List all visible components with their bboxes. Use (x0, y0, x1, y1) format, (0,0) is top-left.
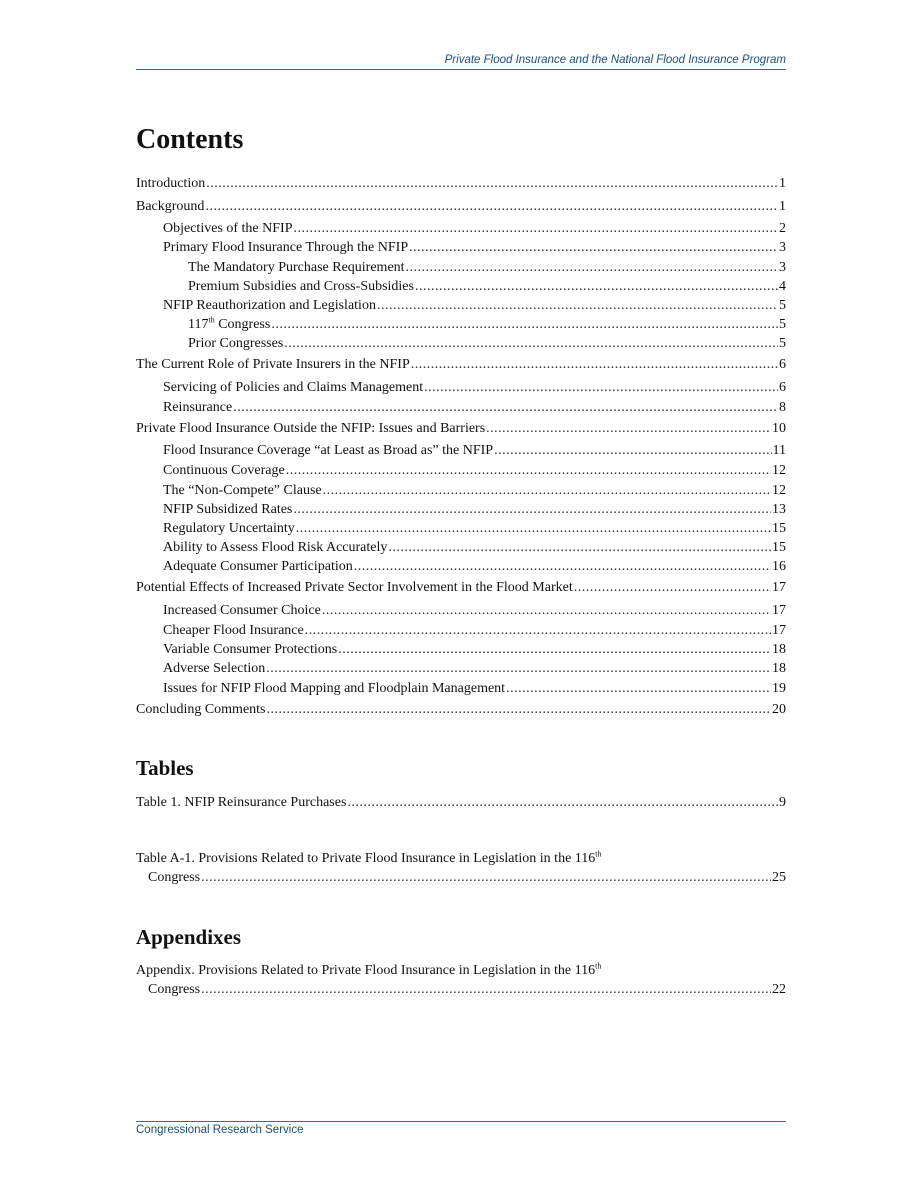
toc-entry-page: 6 (779, 380, 786, 395)
toc-entry-page: 13 (772, 502, 786, 517)
toc-entry-page: 18 (772, 642, 786, 657)
toc-entry[interactable] (136, 538, 786, 557)
toc-entry-title-text: The Current Role of Private Insurers in the NFIP (136, 357, 410, 372)
toc-entry[interactable] (136, 315, 786, 334)
toc-entry-title-text: Objectives of the NFIP (163, 221, 293, 236)
toc-entry-title (188, 258, 405, 277)
toc-entry[interactable] (136, 419, 786, 438)
toc-entry-page: 17 (772, 623, 786, 638)
toc-entry-title (136, 578, 573, 597)
dot-leader (296, 519, 771, 538)
toc-entry-title (163, 601, 321, 620)
toc-entry-title-text: Potential Effects of Increased Private Sector Involvement in the Flood Market (136, 580, 573, 595)
toc-entry-page: 12 (772, 463, 786, 478)
toc-entry[interactable] (136, 679, 786, 698)
dot-leader (205, 197, 778, 216)
toc-entry-title (163, 398, 232, 417)
toc-entry-page: 17 (772, 580, 786, 595)
toc-entry-page: 3 (779, 240, 786, 255)
running-footer: Congressional Research Service (136, 1124, 304, 1136)
dot-leader (293, 500, 771, 519)
dot-leader (271, 315, 778, 334)
toc-entry-title-text: Congress (214, 317, 271, 332)
toc-entry-page: 2 (779, 221, 786, 236)
dot-leader (574, 578, 771, 597)
toc-entry[interactable] (136, 174, 786, 193)
toc-entry-page: 5 (779, 336, 786, 351)
dot-leader (267, 700, 772, 719)
toc-entry-title-text: Introduction (136, 176, 206, 191)
toc-entry-title: Table 1. NFIP Reinsurance Purchases (136, 795, 347, 810)
toc-entry-page: 20 (772, 702, 786, 717)
dot-leader (377, 296, 778, 315)
toc-entry-title-text: Issues for NFIP Flood Mapping and Floodplain Management (163, 681, 506, 696)
toc-entry-page: 17 (772, 603, 786, 618)
dot-leader (506, 679, 771, 698)
toc-entry-title-text: Primary Flood Insurance Through the NFIP (163, 240, 409, 255)
dot-leader (409, 238, 778, 257)
toc-entry-page: 22 (772, 982, 786, 997)
toc-entry-page: 1 (779, 199, 786, 214)
dot-leader (323, 481, 771, 500)
toc-entry-title (188, 315, 270, 334)
toc-entry[interactable] (136, 197, 786, 216)
dot-leader (233, 398, 778, 417)
toc-entry-title (163, 500, 292, 519)
dot-leader (406, 258, 778, 277)
toc-entry-title-text: Flood Insurance Coverage “at Least as Broad as” the NFIP (163, 443, 494, 458)
toc-entry[interactable] (136, 296, 786, 315)
toc-entry[interactable] (136, 519, 786, 538)
toc-entry[interactable] (136, 378, 786, 397)
toc-entry-title (136, 174, 205, 193)
dot-leader (206, 174, 778, 193)
appendixes-heading: Appendixes (136, 925, 242, 949)
toc-entry-page: 11 (772, 443, 786, 458)
dot-leader (415, 277, 778, 296)
toc-entry-title-text: 117 (188, 317, 209, 332)
toc-entry-title-text: Cheaper Flood Insurance (163, 623, 304, 638)
superscript: th (208, 315, 215, 325)
toc-entry-title-text: Prior Congresses (188, 336, 284, 351)
toc-entry-page: 4 (779, 279, 786, 294)
dot-leader (293, 219, 778, 238)
toc-entry[interactable] (136, 578, 786, 597)
dot-leader (424, 378, 778, 397)
toc-entry-page: 6 (779, 357, 786, 372)
toc-entry-title (136, 197, 204, 216)
toc-entry-title-text: Servicing of Policies and Claims Management (163, 380, 424, 395)
toc-entry-page: 5 (779, 317, 786, 332)
dot-leader (201, 868, 771, 887)
toc-entry-title (136, 355, 410, 374)
toc-entry[interactable] (136, 500, 786, 519)
toc-entry-title-text: Adverse Selection (163, 661, 266, 676)
toc-entry-title-continued: Congress (148, 870, 201, 885)
toc-entry-title (163, 538, 387, 557)
toc-entry-title-text: Continuous Coverage (163, 463, 285, 478)
toc-entry-title-text: The Mandatory Purchase Requirement (188, 260, 405, 275)
dot-leader (338, 640, 771, 659)
dot-leader (266, 659, 771, 678)
toc-entry[interactable] (136, 557, 786, 576)
toc-entry-title-text: Background (136, 199, 205, 214)
toc-entry-page: 25 (772, 870, 786, 885)
dot-leader (411, 355, 778, 374)
toc-entry-title-text: Premium Subsidies and Cross-Subsidies (188, 279, 414, 294)
toc-entry-title-text: Increased Consumer Choice (163, 603, 321, 618)
header-rule (136, 69, 786, 70)
toc-entry-page: 18 (772, 661, 786, 676)
toc-entry-title-text: Regulatory Uncertainty (163, 521, 295, 536)
toc-entry-title (163, 659, 265, 678)
toc-entry[interactable] (136, 398, 786, 417)
toc-entry-title-text: Reinsurance (163, 400, 233, 415)
superscript: th (595, 849, 602, 859)
toc-entry-page: 12 (772, 483, 786, 498)
toc-entry-title (163, 238, 408, 257)
toc-entry-title-text: The “Non-Compete” Clause (163, 483, 322, 498)
toc-entry-title (163, 679, 505, 698)
dot-leader (305, 621, 771, 640)
toc-entry[interactable] (136, 277, 786, 296)
toc-entry-title (163, 378, 423, 397)
toc-entry-appendix[interactable] (136, 961, 786, 999)
toc-entry-title (163, 441, 493, 460)
toc-entry[interactable] (136, 640, 786, 659)
toc-entry-page: 1 (779, 176, 786, 191)
dot-leader (486, 419, 771, 438)
toc-entry-page: 9 (779, 795, 786, 810)
toc-entry-title (163, 461, 285, 480)
toc-entry[interactable] (136, 258, 786, 277)
toc-entry-title-text: Ability to Assess Flood Risk Accurately (163, 540, 388, 555)
toc-entry-title (163, 519, 295, 538)
toc-entry-page: 8 (779, 400, 786, 415)
toc-entry-page: 10 (772, 421, 786, 436)
toc-entry-title (163, 621, 304, 640)
toc-entry-title: Appendix. Provisions Related to Private Flood Insurance in Legislation in the 116 (136, 963, 596, 978)
dot-leader (286, 461, 771, 480)
dot-leader (354, 557, 771, 576)
superscript: th (595, 961, 602, 971)
dot-leader (347, 793, 778, 812)
toc-entry[interactable] (136, 355, 786, 374)
contents-heading: Contents (136, 124, 244, 155)
toc-entry-title (188, 334, 283, 353)
running-header: Private Flood Insurance and the National Flood Insurance Program (444, 54, 786, 66)
toc-entry[interactable] (136, 334, 786, 353)
toc-entry-title-text: NFIP Subsidized Rates (163, 502, 293, 517)
toc-entry-title: Table A-1. Provisions Related to Private Flood Insurance in Legislation in the 116 (136, 851, 596, 866)
toc-entry-title-text: Concluding Comments (136, 702, 266, 717)
toc-entry-page: 3 (779, 260, 786, 275)
toc-entry-title (163, 557, 353, 576)
toc-entry-title (163, 296, 376, 315)
toc-entry-title-text: Private Flood Insurance Outside the NFIP: Issues and Barriers (136, 421, 486, 436)
dot-leader (284, 334, 778, 353)
toc-entry-table-1[interactable] (136, 793, 786, 812)
toc-entry-title (136, 419, 485, 438)
toc-entry-title-text: Adequate Consumer Participation (163, 559, 353, 574)
toc-entry-table-a1[interactable] (136, 849, 786, 887)
toc-entry-page: 5 (779, 298, 786, 313)
toc-entry[interactable] (136, 659, 786, 678)
dot-leader (201, 980, 771, 999)
toc-entry-page: 16 (772, 559, 786, 574)
toc-entry[interactable] (136, 700, 786, 719)
dot-leader (388, 538, 771, 557)
toc-entry-title (136, 700, 266, 719)
toc-entry[interactable] (136, 481, 786, 500)
toc-entry[interactable] (136, 238, 786, 257)
toc-entry-title-text: Variable Consumer Protections (163, 642, 338, 657)
tables-heading: Tables (136, 756, 194, 780)
toc-entry-title-continued: Congress (148, 982, 201, 997)
footer-rule (136, 1121, 786, 1122)
dot-leader (322, 601, 771, 620)
toc-entry-title (188, 277, 414, 296)
toc-entry[interactable] (136, 461, 786, 480)
toc-entry[interactable] (136, 601, 786, 620)
toc-entry-title-text: NFIP Reauthorization and Legislation (163, 298, 376, 313)
toc-entry[interactable] (136, 621, 786, 640)
toc-entry-title (163, 219, 292, 238)
toc-entry-title (163, 640, 337, 659)
toc-entry-title (163, 481, 322, 500)
toc-entry-page: 15 (772, 540, 786, 555)
toc-entry[interactable] (136, 441, 786, 460)
toc-entry-page: 19 (772, 681, 786, 696)
toc-entry-page: 15 (772, 521, 786, 536)
dot-leader (494, 441, 771, 460)
toc-entry[interactable] (136, 219, 786, 238)
